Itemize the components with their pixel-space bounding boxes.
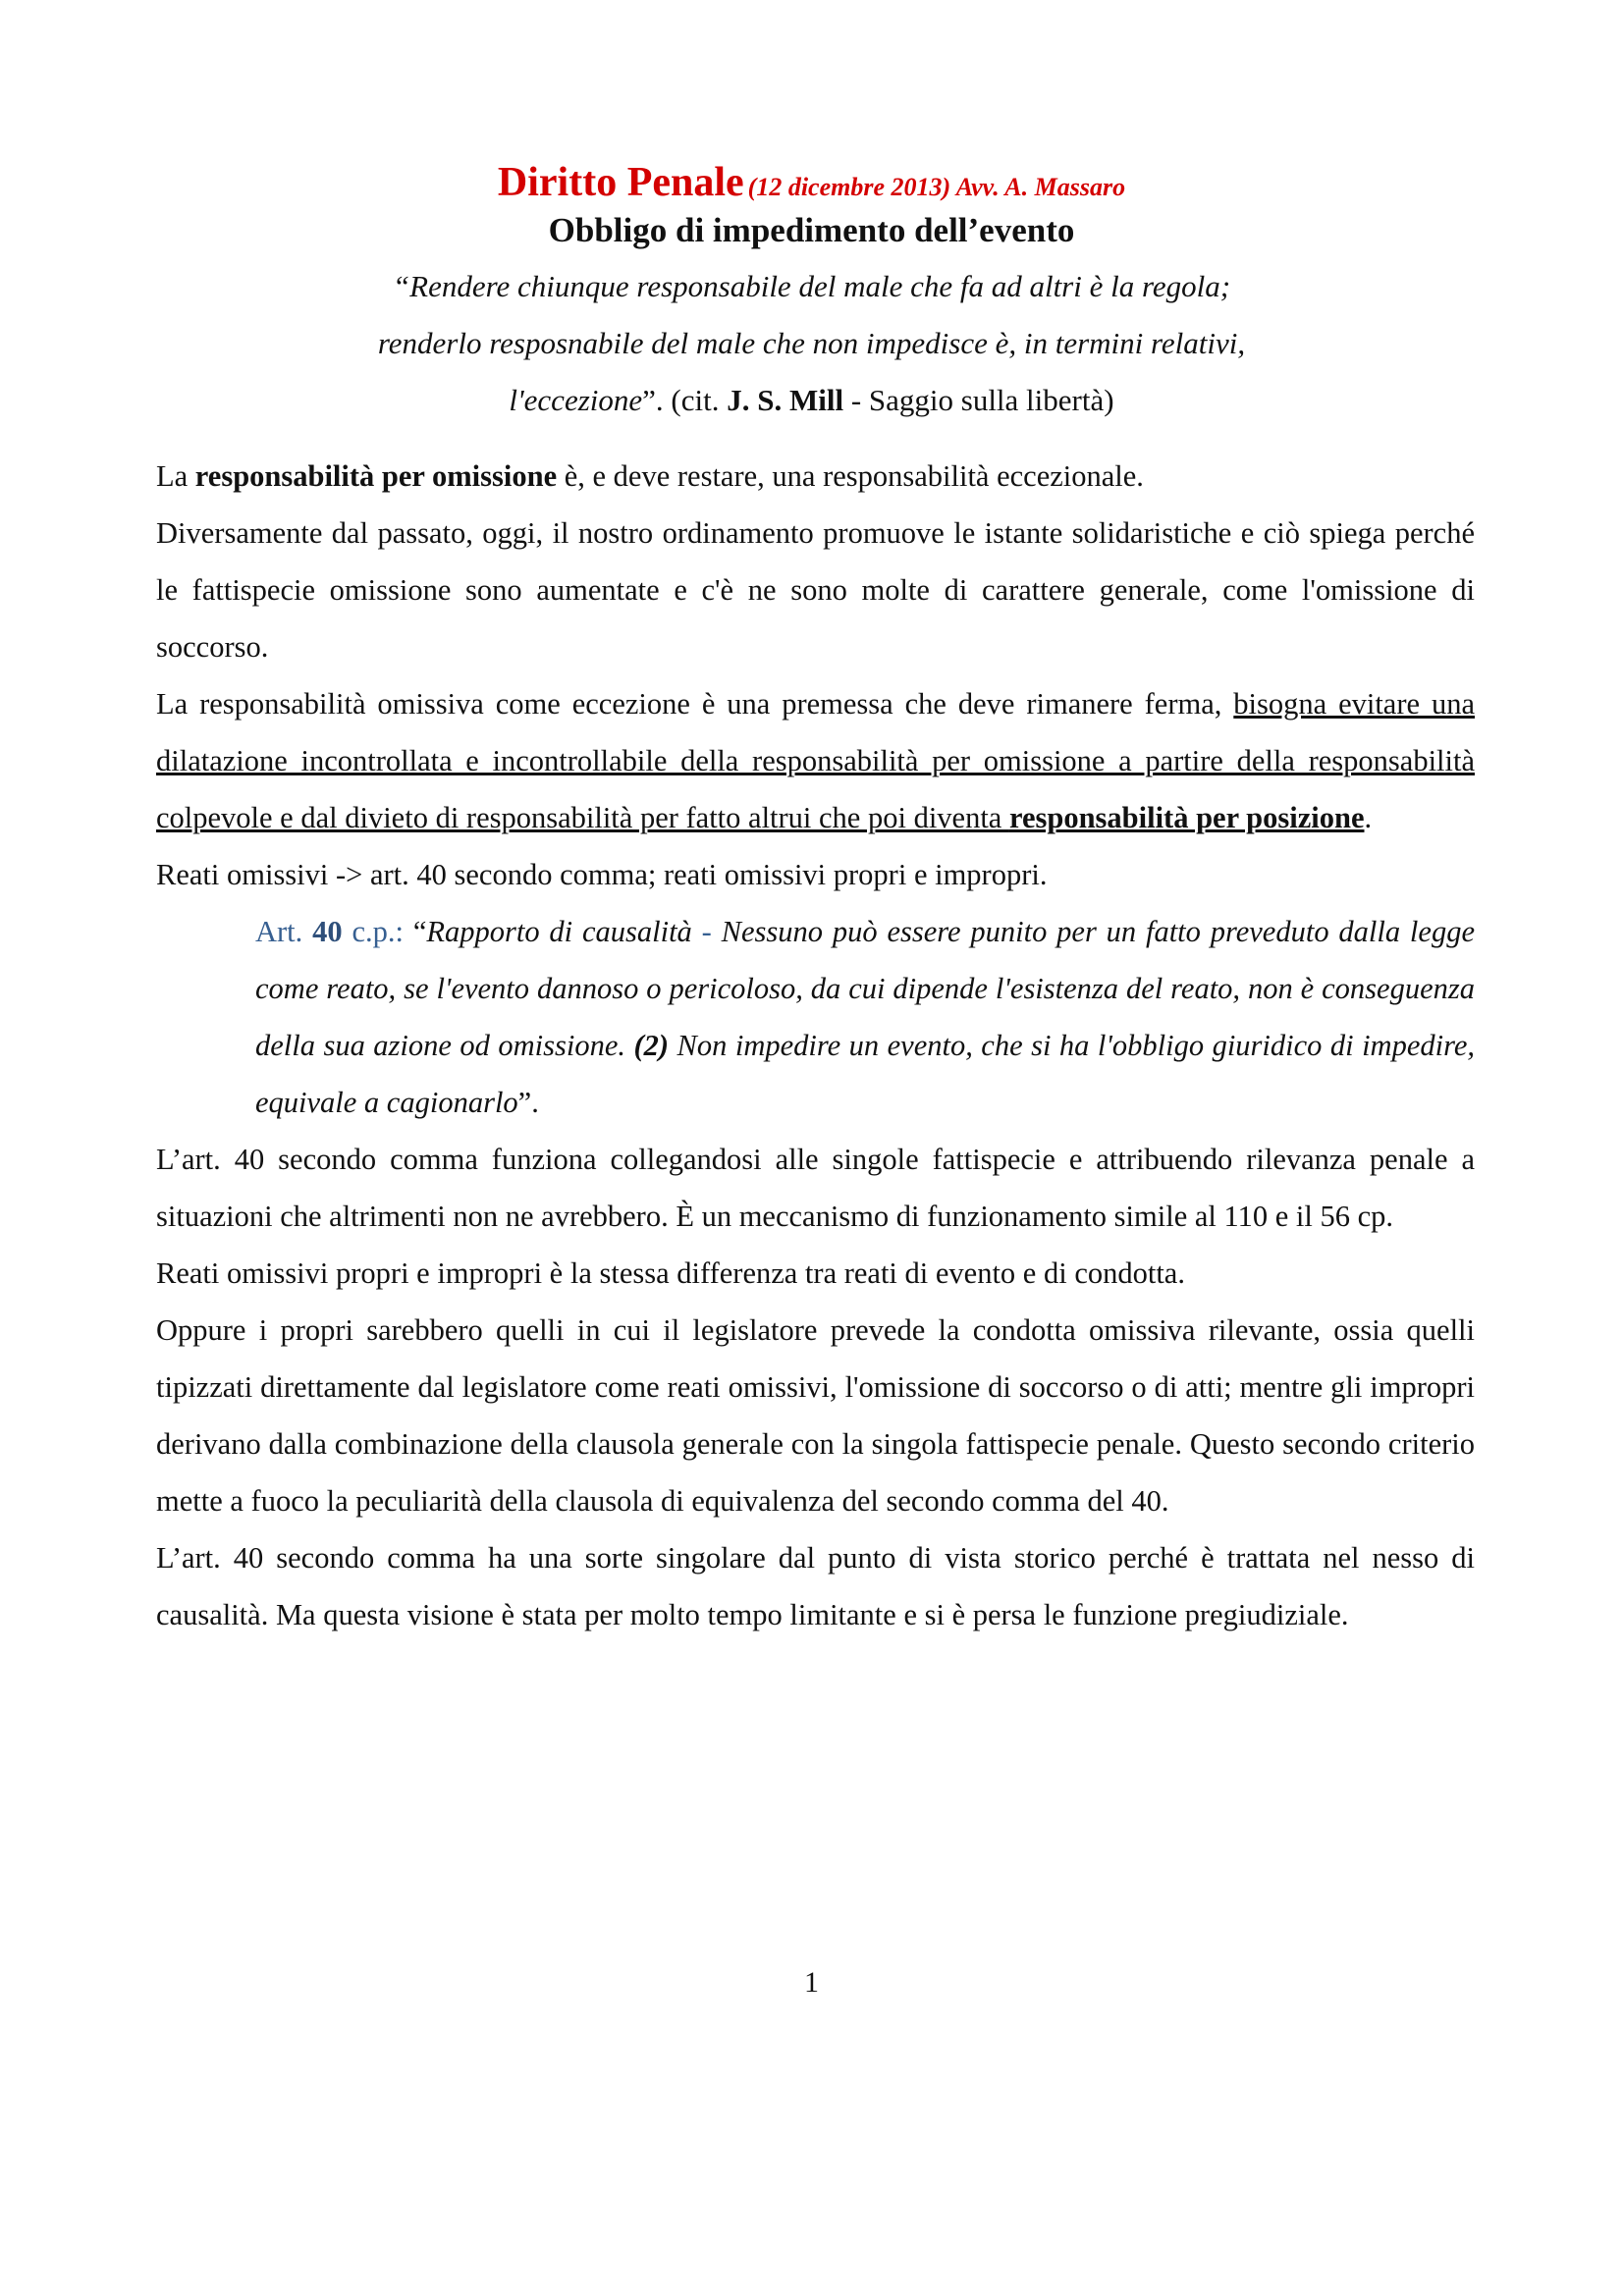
paragraph-3-bold-underlined: responsabilità per posizione <box>1008 801 1365 834</box>
epigraph-line-1 <box>0 267 1623 306</box>
document-body <box>156 448 1475 1643</box>
article-40-quote <box>156 903 1475 1131</box>
paragraph-6: Reati omissivi propri e impropri è la stessa differenza tra reati di evento e di condotta. <box>156 1256 1185 1290</box>
page-number: 1 <box>804 1966 819 1999</box>
article-title: Rapporto di causalità <box>426 915 692 948</box>
paragraph-1-end: è, e deve restare, una responsabilità eccezionale. <box>557 459 1144 493</box>
paragraph-2: Diversamente dal passato, oggi, il nostro ordinamento promuove le istante solidaristiche e ciò spiega perché le fattispecie omissione sono aumentate e c'è ne sono molte di carattere generale, come l'omissione di soccorso. <box>156 516 1475 664</box>
paragraph-1-start: La <box>156 459 195 493</box>
article-dash: - <box>691 915 722 948</box>
article-quote-close: ”. <box>517 1086 539 1119</box>
paragraph-3-end: . <box>1364 801 1373 834</box>
paragraph-8: L’art. 40 secondo comma ha una sorte singolare dal punto di vista storico perché è trattata nel nesso di causalità. Ma questa visione è stata per molto tempo limitante e si è persa le funzione pregiudiziale. <box>156 1541 1475 1631</box>
epigraph-text-2: renderlo resposnabile del male che non impedisce è, in termini relativi, <box>377 326 1246 360</box>
epigraph-line-3 <box>0 381 1623 420</box>
title-details: (12 dicembre 2013) Avv. A. Massaro <box>747 173 1126 201</box>
paragraph-5: L’art. 40 secondo comma funziona collegandosi alle singole fattispecie e attribuendo rilevanza penale a situazioni che altrimenti non ne avrebbero. È un meccanismo di funzionamento simile al 110 e il 56 cp. <box>156 1143 1475 1233</box>
article-text-1: Nessuno può essere punito per un fatto preveduto dalla legge come reato, se l'evento dannoso o pericoloso, da cui dipende l'esistenza del reato, non è conseguenza della sua azione od omissione. <box>255 915 1475 1062</box>
document-title: Diritto Penale <box>497 160 744 205</box>
paragraph-7: Oppure i propri sarebbero quelli in cui il legislatore prevede la condotta omissiva rilevante, ossia quelli tipizzati direttamente dal legislatore come reati omissivi, l'omissione di soccorso o di atti; mentre gli impropri derivano dalla combinazione della clausola generale con la singola fattispecie penale. Questo secondo criterio mette a fuoco la peculiarità della clausola di equivalenza del secondo comma del 40. <box>156 1313 1475 1518</box>
article-quote-open: “ <box>403 915 427 948</box>
article-text-2: Non impedire un evento, che si ha l'obbligo giuridico di impedire, equivale a cagionarlo <box>255 1029 1475 1119</box>
article-number: 40 <box>312 915 343 948</box>
document-subtitle: Obbligo di impedimento dell’evento <box>548 211 1075 249</box>
epigraph-line-2 <box>0 324 1623 363</box>
paragraph-3-start: La responsabilità omissiva come eccezione è una premessa che deve rimanere ferma, <box>156 687 1234 721</box>
paragraph-1-bold: responsabilità per omissione <box>194 459 558 493</box>
epigraph-citation-open: ”. (cit. <box>642 383 728 417</box>
epigraph-source: - Saggio sulla libertà) <box>843 383 1114 417</box>
article-code: c.p.: <box>342 915 404 948</box>
paragraph-4: Reati omissivi -> art. 40 secondo comma; reati omissivi propri e impropri. <box>156 858 1048 891</box>
article-comma-number: (2) <box>633 1029 670 1062</box>
paragraph-3 <box>156 675 1475 846</box>
paragraph-3-underlined: bisogna evitare una dilatazione incontrollata e incontrollabile della responsabilità per omissione a partire della responsabilità colpevole e dal divieto di responsabilità per fatto altrui che poi diventa <box>156 687 1475 834</box>
article-label: Art. <box>255 915 313 948</box>
epigraph-author: J. S. Mill <box>727 383 844 417</box>
paragraph-1 <box>156 448 1475 505</box>
epigraph-text-3: l'eccezione <box>509 383 643 417</box>
epigraph-text-1: “Rendere chiunque responsabile del male che fa ad altri è la regola; <box>392 269 1231 303</box>
